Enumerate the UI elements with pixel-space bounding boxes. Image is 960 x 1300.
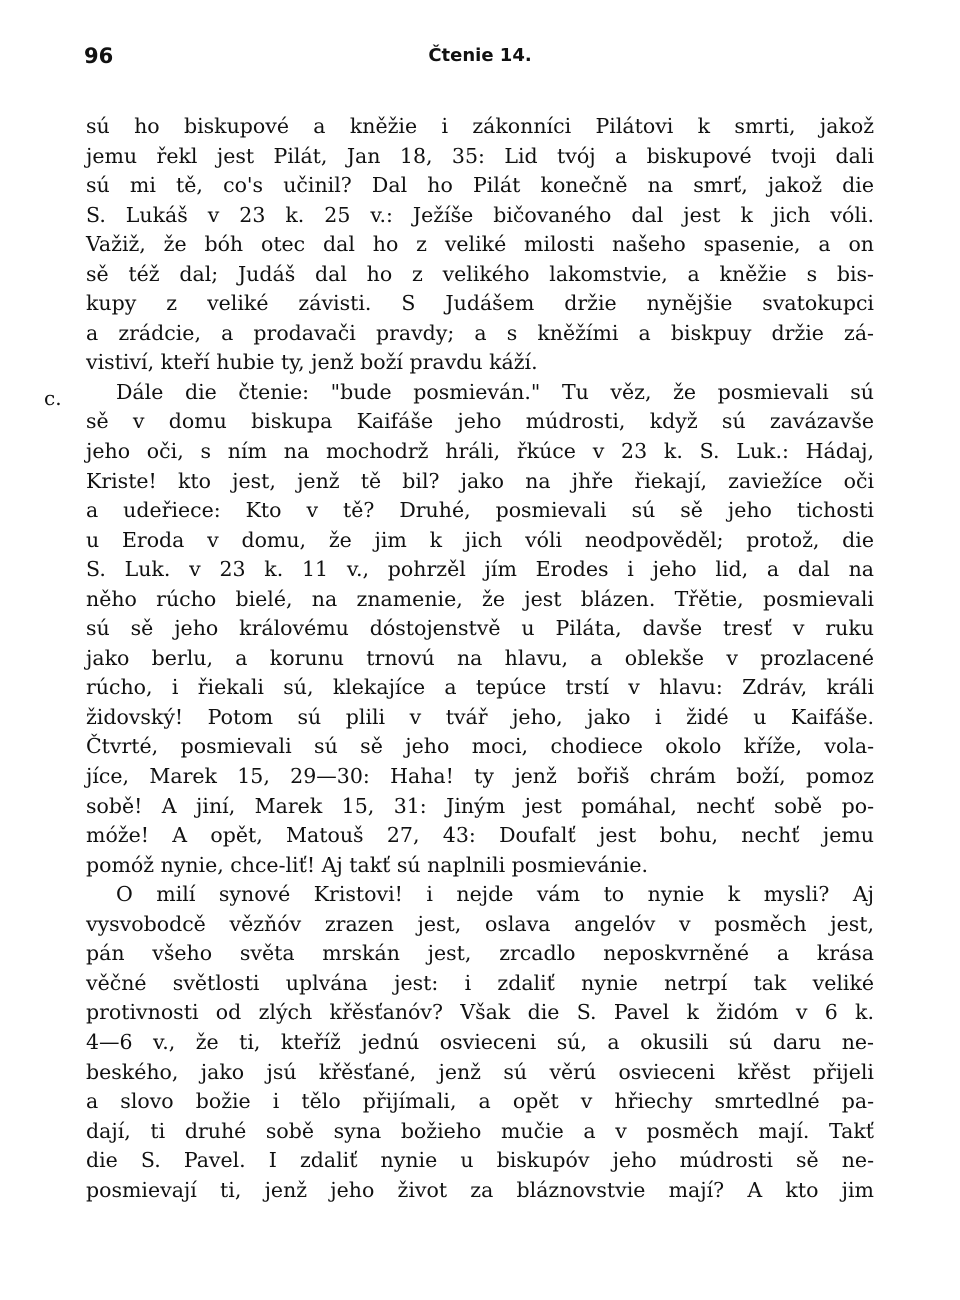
text-line: u Eroda v domu, že jim k jich vóli neodpověděl; protož, die — [86, 527, 874, 552]
text-line: pomóž nynie, chce-liť! Aj takť sú naplnili posmievánie. — [86, 852, 648, 877]
text-line: Dále die čtenie: "bude posmieván." Tu věz, že posmievali sú — [116, 379, 874, 404]
text-line: jíce, Marek 15, 29—30: Haha! ty jenž bořiš chrám boží, pomoz — [86, 764, 874, 789]
text-line: jemu řekl jest Pilát, Jan 18, 35: Lid tvój a biskupové tvoji dali — [86, 143, 874, 168]
text-line: die S. Pavel. I zdaliť nynie u biskupóv jeho múdrosti sě ne- — [86, 1148, 874, 1173]
text-line: a udeřiece: Kto v tě? Druhé, posmievali sú sě jeho tichosti — [86, 498, 874, 523]
text-line: sě též dal; Judáš dal ho z velikého lakomstvie, a kněžie s bis- — [86, 261, 874, 286]
page-number: 96 — [84, 44, 114, 68]
text-line: věčné světlosti uplvána jest: i zdaliť nynie netrpí tak veliké — [86, 970, 874, 995]
text-line: židovský! Potom sú plili v tvář jeho, jako i židé u Kaifáše. — [86, 704, 874, 729]
text-line: sě v domu biskupa Kaifáše jeho múdrosti, když sú zavázavše — [86, 409, 874, 434]
text-line: O milí synové Kristovi! i nejde vám to nynie k mysli? Aj — [116, 882, 874, 907]
text-line: kupy z veliké závisti. S Judášem držie nynějšie svatokupci — [86, 291, 874, 316]
text-line: móže! A opět, Matouš 27, 43: Doufalť jest bohu, nechť jemu — [86, 823, 874, 848]
text-line: S. Lukáš v 23 k. 25 v.: Ježíše bičovaného dal jest k jich vóli. — [86, 202, 874, 227]
text-line: Kriste! kto jest, jenž tě bil? jako na jhře řiekají, zaviežíce oči — [86, 468, 874, 493]
margin-note-c: c. — [44, 385, 62, 410]
text-line: beského, jako jsú křěsťané, jenž sú věrú osvieceni křěst přijeli — [86, 1059, 874, 1084]
text-line: dají, ti druhé sobě syna božieho mučie a v posměch mají. Takť — [86, 1118, 874, 1143]
text-line: S. Luk. v 23 k. 11 v., pohrzěl jím Erodes i jeho lid, a dal na — [86, 557, 874, 582]
text-line: Važiž, že bóh otec dal ho z veliké milosti našeho spasenie, a on — [86, 232, 874, 257]
text-line: sobě! A jiní, Marek 15, 31: Jiným jest pomáhal, nechť sobě po- — [86, 793, 874, 818]
text-line: něho rúcho bielé, na znamenie, že jest blázen. Třětie, posmievali — [86, 586, 874, 611]
text-line: posmievají ti, jenž jeho život za bláznovstvie mají? A kto jim — [86, 1177, 874, 1202]
text-line: jeho oči, s ním na mochodrž hráli, řkúce v 23 k. S. Luk.: Hádaj, — [86, 439, 874, 464]
text-line: vistiví, kteří hubie ty, jenž boží pravdu káží. — [86, 350, 538, 375]
text-line: a zrádcie, a prodavači pravdy; a s kněžími a biskpuy držie zá- — [86, 320, 874, 345]
text-line: 4—6 v., že ti, kteříž jednú osvieceni sú, a okusili sú daru ne- — [86, 1029, 874, 1054]
text-line: sú mi tě, co's učinil? Dal ho Pilát konečně na smrť, jakož die — [86, 173, 874, 198]
text-line: sú ho biskupové a kněžie i zákonníci Pilátovi k smrti, jakož — [86, 114, 874, 138]
text-line: pán všeho světa mrskán jest, zrcadlo neposkvrněné a krása — [86, 941, 874, 966]
text-line: a slovo božie i tělo přijímali, a opět v hřiechy smrtedlné pa- — [86, 1089, 874, 1114]
text-line: Čtvrté, posmievali sú sě jeho moci, chodiece okolo kříže, vola- — [86, 734, 874, 759]
text-line: sú sě jeho královému dóstojenstvě u Piláta, davše tresť v ruku — [86, 616, 874, 641]
text-line: protivnosti od zlých křěsťanóv? Však die S. Pavel k židóm v 6 k. — [86, 1000, 874, 1025]
text-line: vysvobodcě vězňóv zrazen jest, oslava angelóv v posměch jest, — [86, 911, 874, 936]
text-line: jako berlu, a korunu trnovú na hlavu, a oblekše v prozlacené — [86, 645, 874, 670]
text-line: rúcho, i řiekali sú, klekajíce a tepúce trstí v hlavu: Zdráv, králi — [86, 675, 874, 700]
body-text — [86, 112, 874, 1205]
running-head: Čtenie 14. — [428, 45, 532, 66]
